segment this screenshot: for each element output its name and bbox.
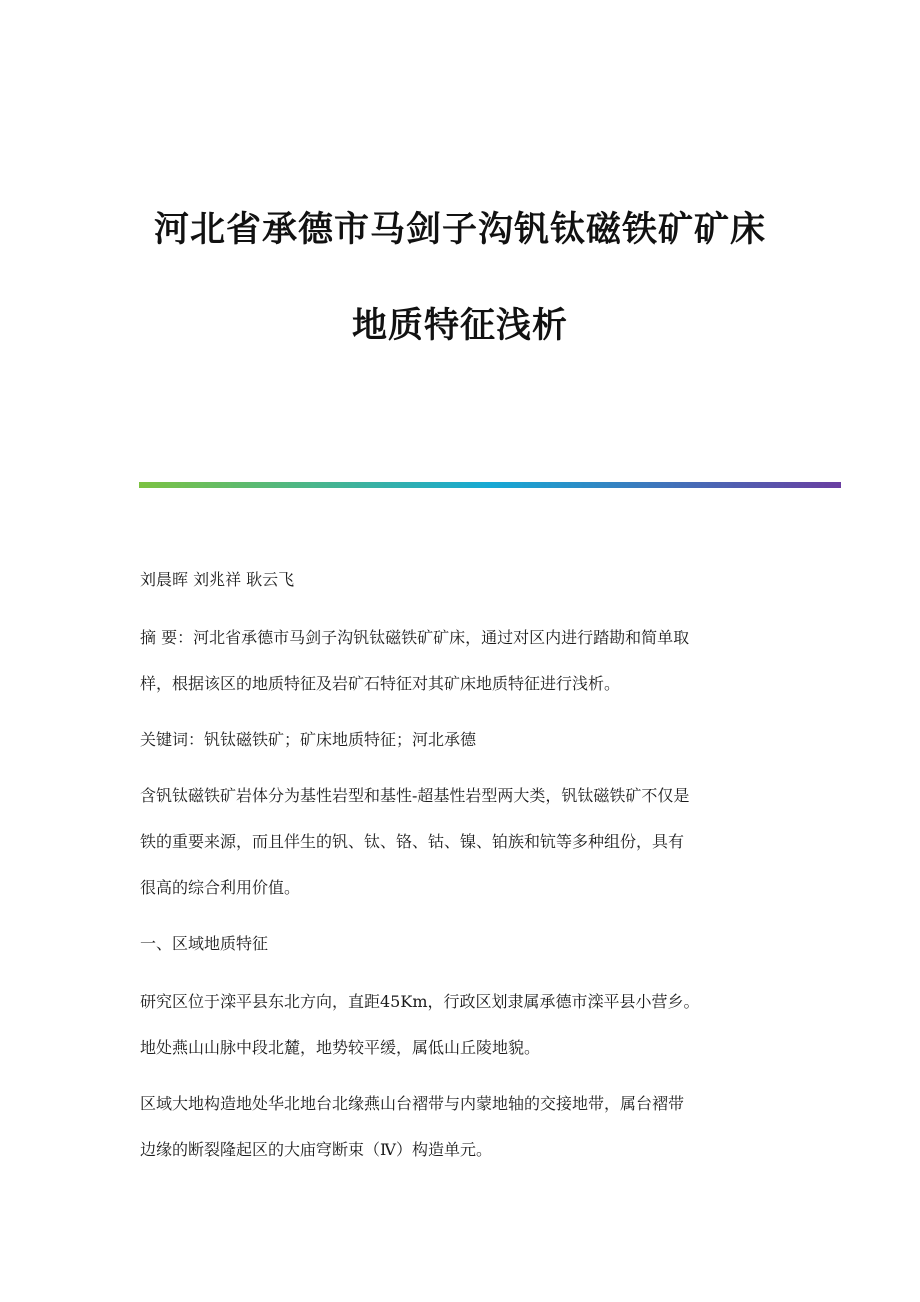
document-title [0, 210, 920, 346]
intro-line-3: 很高的综合利用价值。 [140, 878, 301, 897]
keywords: 关键词：钒钛磁铁矿；矿床地质特征；河北承德 [140, 730, 477, 749]
location-line-1: 研究区位于滦平县东北方向，直距45Km，行政区划隶属承德市滦平县小营乡。 [140, 992, 700, 1011]
title-line-2: 地质特征浅析 [351, 306, 568, 346]
intro-line-2: 铁的重要来源，而且伴生的钒、钛、铬、钴、镍、铂族和钪等多种组份，具有 [140, 832, 685, 851]
location-line-2: 地处燕山山脉中段北麓，地势较平缓，属低山丘陵地貌。 [140, 1038, 541, 1057]
geology-line-1: 区域大地构造地处华北地台北缘燕山台褶带与内蒙地轴的交接地带，属台褶带 [140, 1094, 685, 1113]
gradient-divider [139, 482, 841, 488]
section-heading: 一、区域地质特征 [140, 934, 269, 953]
abstract-line-2: 样，根据该区的地质特征及岩矿石特征对其矿床地质特征进行浅析。 [140, 674, 621, 693]
title-line-1: 河北省承德市马剑子沟钒钛磁铁矿矿床 [153, 210, 766, 250]
geology-line-2: 边缘的断裂隆起区的大庙穹断束（Ⅳ）构造单元。 [140, 1140, 492, 1159]
abstract-line-1: 摘 要：河北省承德市马剑子沟钒钛磁铁矿矿床，通过对区内进行踏勘和简单取 [140, 628, 690, 647]
intro-line-1: 含钒钛磁铁矿岩体分为基性岩型和基性-超基性岩型两大类，钒钛磁铁矿不仅是 [140, 786, 690, 805]
authors: 刘晨晖 刘兆祥 耿云飞 [140, 570, 295, 589]
